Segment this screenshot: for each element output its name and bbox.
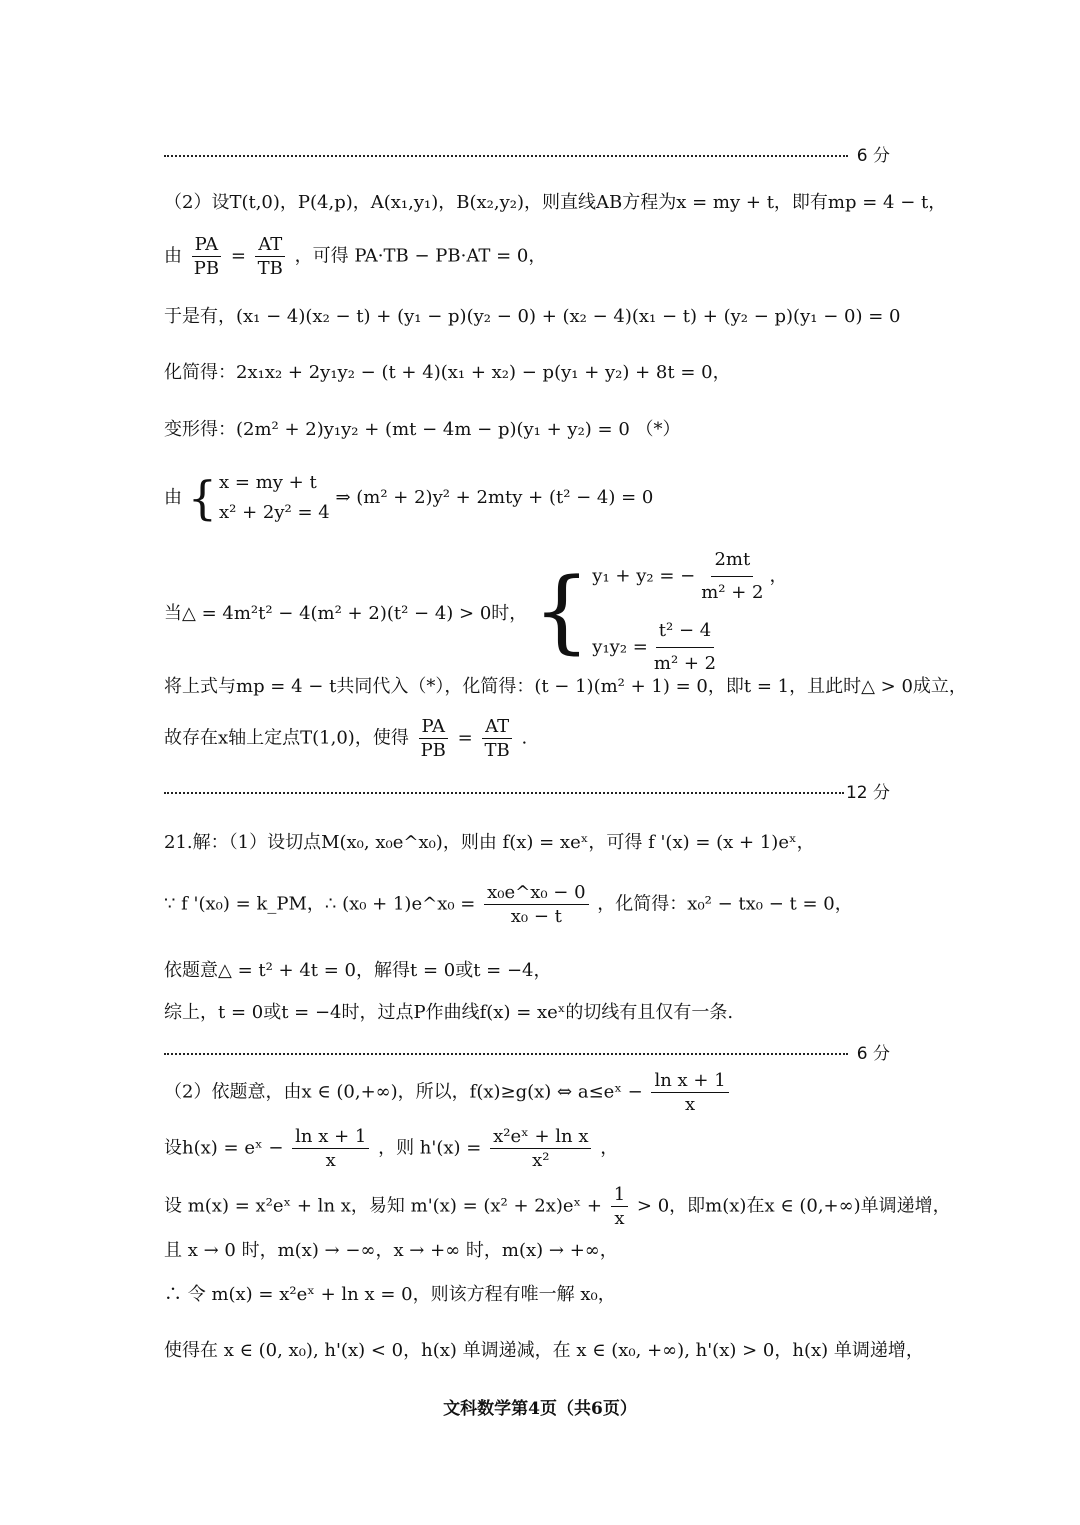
numerator: 2mt xyxy=(711,545,753,577)
equals: = xyxy=(457,727,473,749)
denominator: TB xyxy=(257,258,283,279)
score-label: 12 分 xyxy=(845,783,890,803)
fraction-at-tb xyxy=(255,234,286,279)
numerator: PA xyxy=(419,716,448,739)
solution-line-6 xyxy=(164,468,653,528)
denominator: PB xyxy=(193,258,220,279)
fraction xyxy=(698,545,766,608)
solution-line-4: 化简得：2x₁x₂ + 2y₁y₂ − (t + 4)(x₁ + x₂) − p(y₁ + y₂) + 8t = 0， xyxy=(164,362,731,383)
text: 故存在x轴上定点T(1,0)，使得 xyxy=(164,727,409,749)
solution-line-9 xyxy=(164,716,527,761)
solution-line-15 xyxy=(164,1126,618,1171)
solution-line-17: 且 x → 0 时，m(x) → −∞，x → +∞ 时，m(x) → +∞， xyxy=(164,1240,618,1261)
equation: x² + 2y² = 4 xyxy=(219,502,330,523)
text: . xyxy=(521,727,528,749)
text: ∵ f '(x₀) = k_PM，∴ (x₀ + 1)e^x₀ = xyxy=(164,893,476,915)
solution-line-3: 于是有，(x₁ − 4)(x₂ − t) + (y₁ − p)(y₂ − 0) + (x₂ − 4)(x₁ − t) + (y₂ − p)(y₁ − 0) = 0 xyxy=(164,306,901,327)
page-footer: 文科数学第4页（共6页） xyxy=(443,1399,637,1419)
fraction xyxy=(481,716,512,761)
numerator: x²eˣ + ln x xyxy=(490,1126,591,1149)
text: ， xyxy=(769,565,788,587)
dot-leader xyxy=(164,155,848,157)
numerator: x₀e^x₀ − 0 xyxy=(484,882,588,905)
numerator: ln x + 1 xyxy=(292,1126,369,1149)
solution-line-7 xyxy=(164,545,787,679)
solution-line-10: 21.解：（1）设切点M(x₀, x₀e^x₀)，则由 f(x) = xeˣ，可得 f '(x) = (x + 1)eˣ， xyxy=(164,832,815,853)
numerator: 1 xyxy=(611,1184,628,1207)
equation xyxy=(592,616,787,679)
numerator: AT xyxy=(482,716,512,739)
denominator: x xyxy=(614,1208,625,1229)
numerator: AT xyxy=(255,234,285,257)
solution-line-8: 将上式与mp = 4 − t共同代入（*），化简得：(t − 1)(m² + 1) = 0，即t = 1，且此时△ > 0成立， xyxy=(164,676,967,697)
text: （2）依题意，由x ∈ (0,+∞)，所以，f(x)≥g(x) ⇔ a≤eˣ − xyxy=(164,1081,643,1103)
fraction xyxy=(651,616,719,679)
equation-system xyxy=(188,468,330,528)
dot-leader xyxy=(164,1053,848,1055)
text: ， xyxy=(600,1137,619,1159)
numerator: ln x + 1 xyxy=(651,1070,728,1093)
fraction xyxy=(651,1070,728,1115)
numerator: t² − 4 xyxy=(656,616,714,648)
solution-line-12: 依题意△ = t² + 4t = 0，解得t = 0或t = −4， xyxy=(164,960,552,981)
text: ⇒ (m² + 2)y² + 2mty + (t² − 4) = 0 xyxy=(335,487,654,508)
brace-icon: { xyxy=(187,471,218,525)
solution-line-5: 变形得：(2m² + 2)y₁y₂ + (mt − 4m − p)(y₁ + y₂) = 0 （*） xyxy=(164,419,681,440)
text: 设 m(x) = x²eˣ + ln x，易知 m'(x) = (x² + 2x)eˣ + xyxy=(164,1195,602,1217)
equation xyxy=(592,545,787,608)
denominator: m² + 2 xyxy=(653,653,717,674)
fraction xyxy=(418,716,449,761)
text: > 0，即m(x)在x ∈ (0,+∞)单调递增， xyxy=(636,1195,951,1217)
equation: x = my + t xyxy=(219,472,317,493)
score-label: 6 分 xyxy=(856,146,890,166)
text: 设h(x) = eˣ − xyxy=(164,1137,284,1159)
solution-line-18: ∴ 令 m(x) = x²eˣ + ln x = 0，则该方程有唯一解 x₀， xyxy=(164,1284,616,1305)
solution-line-13: 综上，t = 0或t = −4时，过点P作曲线f(x) = xeˣ的切线有且仅有一条. xyxy=(164,1002,734,1023)
text: y₁ + y₂ = − xyxy=(592,565,696,587)
solution-line-1: （2）设T(t,0)，P(4,p)，A(x₁,y₁)，B(x₂,y₂)，则直线AB方程为x = my + t，即有mp = 4 − t， xyxy=(164,192,947,213)
solution-line-14 xyxy=(164,1070,732,1115)
text: ，可得 PA·TB − PB·AT = 0， xyxy=(294,245,547,267)
numerator: PA xyxy=(192,234,221,257)
denominator: x² xyxy=(532,1150,550,1171)
fraction xyxy=(490,1126,591,1171)
solution-line-19: 使得在 x ∈ (0, x₀), h'(x) < 0，h(x) 单调递减，在 x ∈ (x₀, +∞), h'(x) > 0，h(x) 单调递增， xyxy=(164,1340,924,1361)
denominator: x xyxy=(325,1150,336,1171)
text: 由 xyxy=(164,245,182,267)
score-line-2 xyxy=(164,778,890,802)
score-line-3 xyxy=(164,1039,890,1063)
score-line-1 xyxy=(164,141,890,165)
brace-icon: { xyxy=(533,559,591,664)
solution-line-16 xyxy=(164,1184,951,1229)
text: ，则 h'(x) = xyxy=(378,1137,482,1159)
solution-line-2 xyxy=(164,234,546,279)
equals: = xyxy=(230,245,246,267)
text: 由 xyxy=(164,487,182,508)
denominator: m² + 2 xyxy=(701,582,764,603)
denominator: x₀ − t xyxy=(510,906,562,927)
text: 当△ = 4m²t² − 4(m² + 2)(t² − 4) > 0时， xyxy=(164,603,528,624)
score-label: 6 分 xyxy=(856,1044,890,1064)
text: y₁y₂ = xyxy=(592,636,648,658)
dot-leader xyxy=(164,792,844,794)
fraction-pa-pb xyxy=(191,234,222,279)
fraction xyxy=(292,1126,369,1171)
fraction xyxy=(484,882,588,927)
text: ，化简得：x₀² − tx₀ − t = 0， xyxy=(597,893,853,915)
fraction xyxy=(611,1184,628,1229)
vieta-system xyxy=(533,545,787,679)
solution-line-11 xyxy=(164,882,853,927)
denominator: PB xyxy=(420,740,446,761)
denominator: TB xyxy=(484,740,510,761)
denominator: x xyxy=(685,1094,696,1115)
